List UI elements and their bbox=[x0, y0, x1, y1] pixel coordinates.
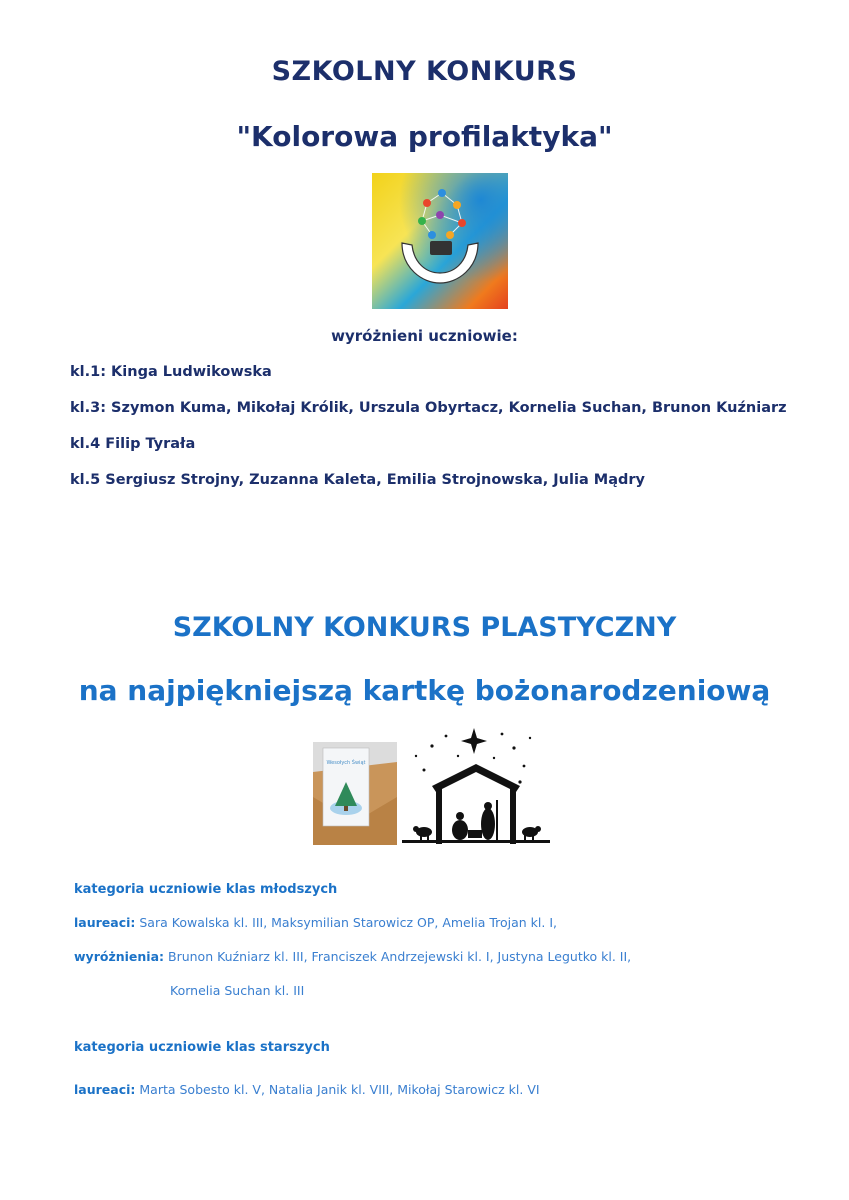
nativity-scene-icon bbox=[402, 726, 550, 846]
class-4-line: kl.4 Filip Tyrała bbox=[70, 436, 196, 452]
older-laureates-row bbox=[74, 1082, 540, 1097]
younger-category-heading: kategoria uczniowie klas młodszych bbox=[74, 882, 338, 897]
laureates-label: laureaci: bbox=[74, 915, 136, 930]
distinctions-label: wyróżnienia: bbox=[74, 949, 165, 964]
older-category-heading: kategoria uczniowie klas starszych bbox=[74, 1040, 330, 1055]
class-1-line: kl.1: Kinga Ludwikowska bbox=[70, 364, 272, 380]
art-contest-subtitle: na najpiękniejszą kartkę bożonarodzeniową bbox=[78, 674, 771, 707]
younger-distinctions-names: Brunon Kuźniarz kl. III, Franciszek Andrzejewski kl. I, Justyna Legutko kl. II, bbox=[168, 949, 632, 964]
laureates-label: laureaci: bbox=[74, 1082, 136, 1097]
contest-title: SZKOLNY KONKURS bbox=[271, 56, 578, 87]
card-greeting-text: Wesołych Świąt bbox=[326, 760, 366, 766]
younger-laureates-row bbox=[74, 915, 557, 930]
older-laureates-names: Marta Sobesto kl. V, Natalia Janik kl. VIII, Mikołaj Starowicz kl. VI bbox=[139, 1082, 540, 1097]
younger-distinctions-row bbox=[74, 949, 631, 964]
prevention-logo-image bbox=[372, 173, 508, 309]
art-contest-title: SZKOLNY KONKURS PLASTYCZNY bbox=[172, 612, 677, 643]
distinguished-students-heading: wyróżnieni uczniowie: bbox=[331, 327, 518, 345]
christmas-card-image bbox=[313, 742, 397, 845]
contest-subtitle: "Kolorowa profilaktyka" bbox=[236, 120, 613, 153]
younger-laureates-names: Sara Kowalska kl. III, Maksymilian Starowicz OP, Amelia Trojan kl. I, bbox=[139, 915, 557, 930]
class-5-line: kl.5 Sergiusz Strojny, Zuzanna Kaleta, Emilia Strojnowska, Julia Mądry bbox=[70, 472, 645, 488]
class-3-line: kl.3: Szymon Kuma, Mikołaj Królik, Urszula Obyrtacz, Kornelia Suchan, Brunon Kuźniarz bbox=[70, 400, 787, 416]
younger-distinctions-continuation: Kornelia Suchan kl. III bbox=[170, 983, 305, 998]
